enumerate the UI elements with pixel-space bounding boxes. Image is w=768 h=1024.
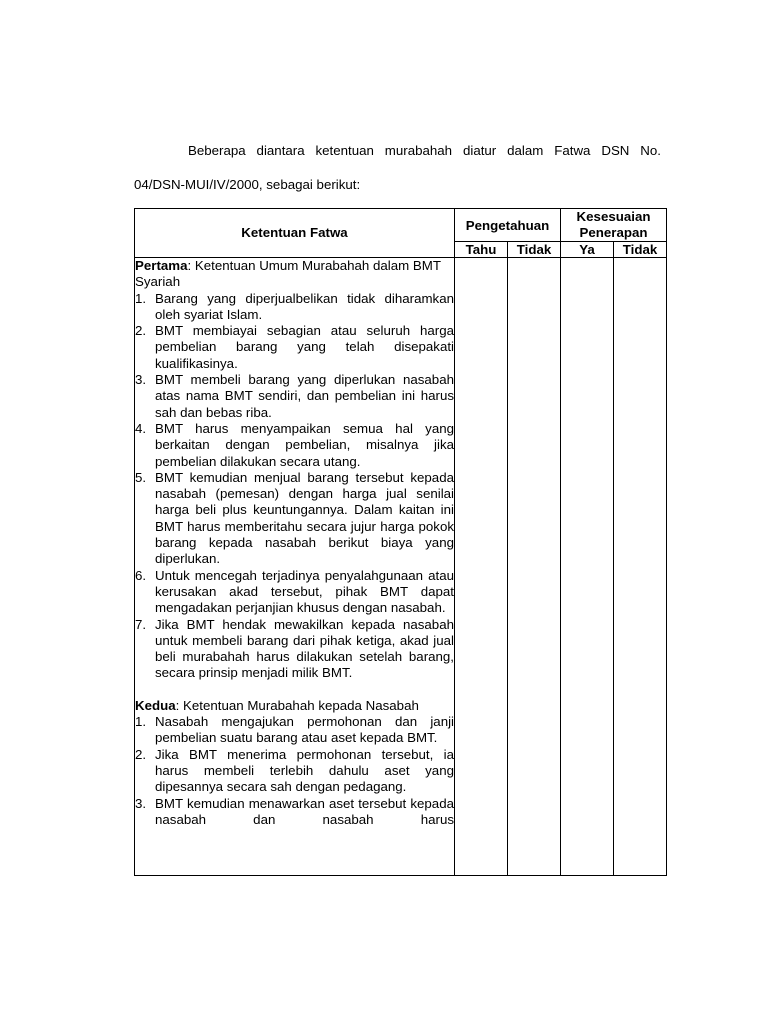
list-item: 1. Nasabah mengajukan permohonan dan janji pembelian suatu barang atau aset kepada BMT. [135, 714, 454, 746]
list-item: 5. BMT kemudian menjual barang tersebut kepada nasabah (pemesan) dengan harga jual senilai harga beli plus keuntungannya. Dalam kaitan ini BMT harus memberitahu secara jujur harga pokok barang kepada nasabah berikut biaya yang diperlukan. [135, 469, 454, 567]
list-item: 1. Barang yang diperjualbelikan tidak diharamkan oleh syariat Islam. [135, 290, 454, 322]
header-pengetahuan: Pengetahuan [455, 209, 561, 242]
list-item: 4. BMT harus menyampaikan semua hal yang berkaitan dengan pembelian, misalnya jika pembelian dilakukan secara utang. [135, 420, 454, 469]
list-item: 2. Jika BMT menerima permohonan tersebut, ia harus membeli terlebih dahulu aset yang dipesannya secara sah dengan pedagang. [135, 746, 454, 795]
kedua-list [135, 714, 454, 828]
ketentuan-content-cell [135, 258, 455, 876]
cell-tahu[interactable] [455, 258, 508, 876]
header-tidak-pengetahuan: Tidak [508, 242, 561, 258]
intro-line-1: Beberapa diantara ketentuan murabahah diatur dalam Fatwa DSN No. [188, 143, 661, 158]
cell-tidak-pengetahuan[interactable] [508, 258, 561, 876]
header-tahu: Tahu [455, 242, 508, 258]
cell-ya[interactable] [561, 258, 614, 876]
pertama-list [135, 291, 454, 682]
intro-line-2: 04/DSN-MUI/IV/2000, sebagai berikut: [134, 177, 361, 192]
fatwa-table [134, 208, 667, 876]
section-kedua-title: : Ketentuan Murabahah kepada Nasabah [175, 697, 419, 713]
section-pertama-label: Pertama [135, 258, 188, 273]
list-item: 2. BMT membiayai sebagian atau seluruh harga pembelian barang yang telah disepakati kualifikasinya. [135, 323, 454, 371]
header-kesesuaian-penerapan: Kesesuaian Penerapan [561, 209, 667, 242]
list-item: 3. BMT kemudian menawarkan aset tersebut kepada nasabah dan nasabah harus [135, 795, 454, 827]
list-item: 6. Untuk mencegah terjadinya penyalahgunaan atau kerusakan akad tersebut, pihak BMT dapat mengadakan perjanjian khusus dengan nasabah. [135, 567, 454, 616]
section-pertama-title: : Ketentuan Umum Murabahah dalam BMT Syariah [135, 258, 441, 290]
section-kedua-heading [135, 698, 454, 714]
section-pertama-heading [135, 258, 454, 291]
list-item: 7. Jika BMT hendak mewakilkan kepada nasabah untuk membeli barang dari pihak ketiga, akad jual beli murabahah harus dilakukan setelah barang, secara prinsip menjadi milik BMT. [135, 616, 454, 681]
header-ya: Ya [561, 242, 614, 258]
header-ketentuan-fatwa: Ketentuan Fatwa [135, 209, 455, 258]
list-item: 3. BMT membeli barang yang diperlukan nasabah atas nama BMT sendiri, dan pembelian ini harus sah dan bebas riba. [135, 372, 454, 420]
header-tidak-kesesuaian: Tidak [614, 242, 667, 258]
section-kedua-label: Kedua [135, 697, 176, 713]
cell-tidak-kesesuaian[interactable] [614, 258, 667, 876]
